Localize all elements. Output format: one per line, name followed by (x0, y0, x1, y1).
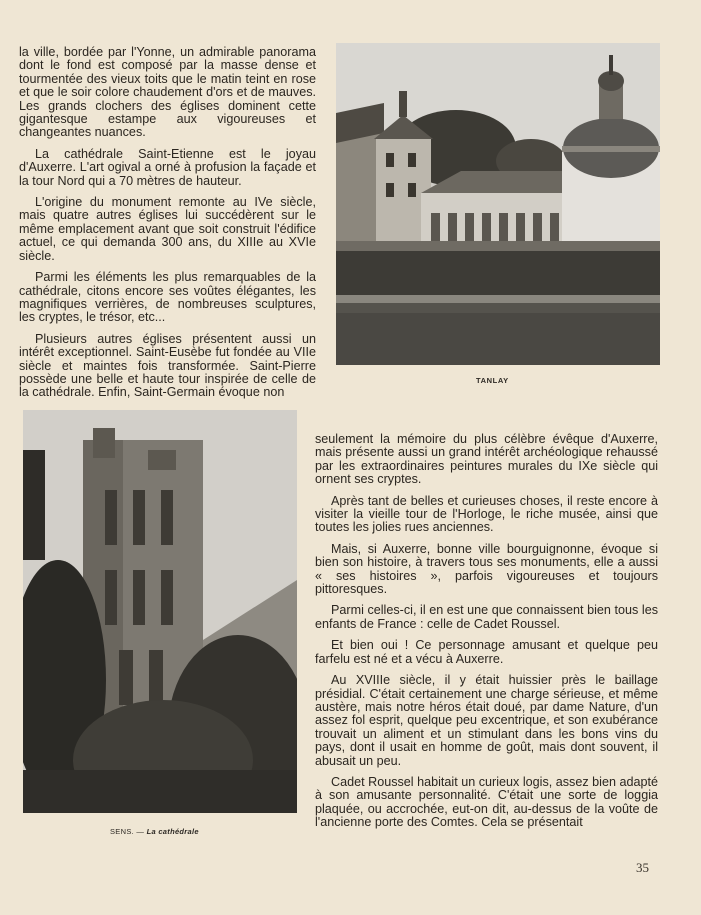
page-number: 35 (636, 860, 649, 875)
paragraph: seulement la mémoire du plus célèbre évêque d'Auxerre, mais présente aussi un grand intérêt archéologique rehaussé par les extraordinaires peintures murales du IXe siècle qui ornent ses cryptes. (315, 432, 658, 487)
paragraph: La cathédrale Saint-Etienne est le joyau d'Auxerre. L'art ogival a orné à profusion la façade et la tour Nord qui a 70 mètres de hauteur. (19, 146, 316, 188)
paragraph: Après tant de belles et curieuses choses, il reste encore à visiter la vieille tour de l'Horloge, le riche musée, ainsi que toutes les jolies rues anciennes. (315, 493, 658, 535)
paragraph: Au XVIIIe siècle, il y était huissier près le baillage présidial. C'était certainement une charge sérieuse, et même austère, mais notre héros était doué, par dame Nature, d'un assez fol esprit, quelque peu excentrique, et son exubérance trouvait un aliment et un stimulant dans les bons vins du pays, dont il usait en homme de goût, mais dont souvent, il abusait un peu. (315, 673, 658, 768)
paragraph: Parmi celles-ci, il en est une que connaissent bien tous les enfants de France : celle de Cadet Roussel. (315, 603, 658, 631)
right-text-column (315, 433, 658, 838)
left-text-column (19, 46, 316, 408)
paragraph: Parmi les éléments les plus remarquables de la cathédrale, citons encore ses voûtes élégantes, les magnifiques verrières, de nombreuses sculptures, les cryptes, le trésor, etc... (19, 270, 316, 325)
paragraph: Plusieurs autres églises présentent aussi un intérêt exceptionnel. Saint-Eusèbe fut fondée au VIIe siècle et maintes fois transformée. Saint-Pierre possède une belle et haute tour inspirée de celle de la cathédrale. Enfin, Saint-Germain évoque non (19, 331, 316, 400)
sens-cathedral-photo (23, 410, 297, 813)
paragraph: la ville, bordée par l'Yonne, un admirable panorama dont le fond est composé par la masse dense et tourmentée des vieux toits que le matin teint en rose et que le soir colore chaudement d'ors et de mauves. Les grands clochers des églises dominent cette gigantesque estampe aux vigoureuses et changeantes nuances. (19, 45, 316, 140)
tanlay-caption: TANLAY (476, 376, 509, 385)
paragraph: Mais, si Auxerre, bonne ville bourguignonne, évoque si bien son histoire, à travers tous ses monuments, elle a aussi « ses histoires », parfois vigoureuses et toujours pittoresques. (315, 541, 658, 597)
paragraph: Et bien oui ! Ce personnage amusant et quelque peu farfelu est né et a vécu à Auxerre. (315, 638, 658, 666)
paragraph: Cadet Roussel habitait un curieux logis, assez bien adapté à son amusante personnalité. C'était une sorte de loggia plaquée, ou accrochée, eut-on dit, au-dessus de la voûte de l'ancienne porte des Comtes. Cela se présentait (315, 774, 658, 830)
tanlay-chateau-photo (336, 43, 660, 365)
sens-caption (110, 827, 199, 836)
sens-caption-place: SENS. — (110, 827, 145, 836)
sens-caption-subject: La cathédrale (146, 827, 199, 836)
paragraph: L'origine du monument remonte au IVe siècle, mais quatre autres églises lui succédèrent sur le même emplacement avant que soit construit l'édifice actuel, ce qui demanda 300 ans, du XIIIe au XVIe siècle. (19, 195, 316, 263)
tanlay-photo-illustration (336, 43, 660, 365)
sens-photo-illustration (23, 410, 297, 813)
